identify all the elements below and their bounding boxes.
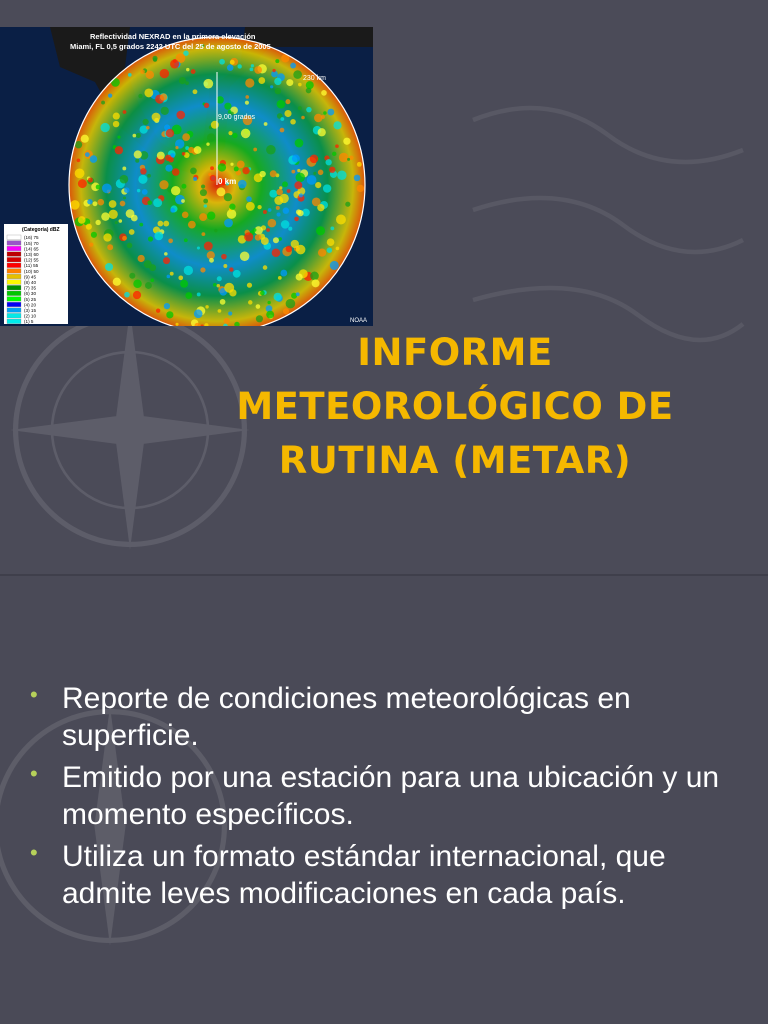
bullet-text: Emitido por una estación para una ubicación y un momento específicos. — [62, 761, 720, 831]
title-line-2: METEOROLÓGICO DE — [236, 385, 674, 428]
map-watermark-icon — [458, 60, 758, 360]
legend-label: (2) 10 — [24, 313, 37, 319]
bullet-item — [30, 759, 745, 833]
legend-label: (10) 50 — [24, 268, 39, 274]
bullet-text: Utiliza un formato estándar internacional, que admite leves modificaciones en cada país. — [62, 840, 666, 910]
radar-caption-line1: Reflectividad NEXRAD en la primera elevación — [90, 32, 256, 41]
bullet-item — [30, 838, 745, 912]
legend-swatch — [7, 252, 21, 257]
center-label: 0 km — [218, 177, 237, 186]
legend-label: (4) 20 — [24, 302, 37, 308]
bullet-dot-icon: • — [30, 840, 38, 865]
bullet-text: Reporte de condiciones meteorológicas en superficie. — [62, 682, 631, 752]
dbz-legend — [4, 224, 68, 324]
legend-swatch — [7, 263, 21, 268]
radar-caption-line2: Miami, FL 0,5 grados 2242 UTC del 25 de agosto de 2005 — [70, 42, 271, 51]
range-label: 230 km — [303, 75, 326, 82]
bullet-dot-icon: • — [30, 761, 38, 786]
legend-label: (1) 5 — [24, 319, 34, 325]
legend-swatch — [7, 319, 21, 324]
legend-swatch — [7, 302, 21, 307]
legend-swatch — [7, 297, 21, 302]
slide-title-text — [190, 326, 720, 488]
legend-swatch — [7, 235, 21, 240]
legend-swatch — [7, 280, 21, 285]
legend-swatch — [7, 246, 21, 251]
legend-label: (5) 25 — [24, 296, 37, 302]
legend-label: (8) 40 — [24, 280, 37, 285]
legend-swatch — [7, 269, 21, 274]
legend-label: (13) 60 — [24, 252, 39, 257]
legend-label: (9) 45 — [24, 274, 37, 280]
legend-swatch — [7, 241, 21, 246]
noaa-credit: NOAA — [350, 318, 368, 324]
title-line-3: RUTINA (METAR) — [278, 439, 632, 482]
bullet-item — [30, 680, 745, 754]
bullet-list — [30, 680, 745, 917]
legend-label: (16) 75 — [24, 235, 39, 241]
legend-swatch — [7, 257, 21, 262]
legend-label: (12) 55 — [24, 257, 39, 263]
radar-image — [0, 27, 373, 326]
legend-label: (11) 55 — [24, 263, 39, 269]
legend-label: (3) 15 — [24, 308, 37, 313]
bullet-dot-icon: • — [30, 682, 38, 707]
legend-label: (14) 65 — [24, 246, 39, 252]
legend-swatch — [7, 285, 21, 290]
legend-swatch — [7, 308, 21, 313]
legend-label: (6) 30 — [24, 291, 37, 297]
legend-swatch — [7, 291, 21, 296]
elevation-label: 9,00 grados — [218, 114, 255, 121]
legend-label: (15) 70 — [24, 240, 39, 246]
title-line-1: INFORME — [357, 331, 553, 374]
legend-title: (Categoría) dBZ — [22, 227, 60, 233]
legend-swatch — [7, 313, 21, 318]
legend-swatch — [7, 274, 21, 279]
legend-label: (7) 35 — [24, 285, 37, 291]
